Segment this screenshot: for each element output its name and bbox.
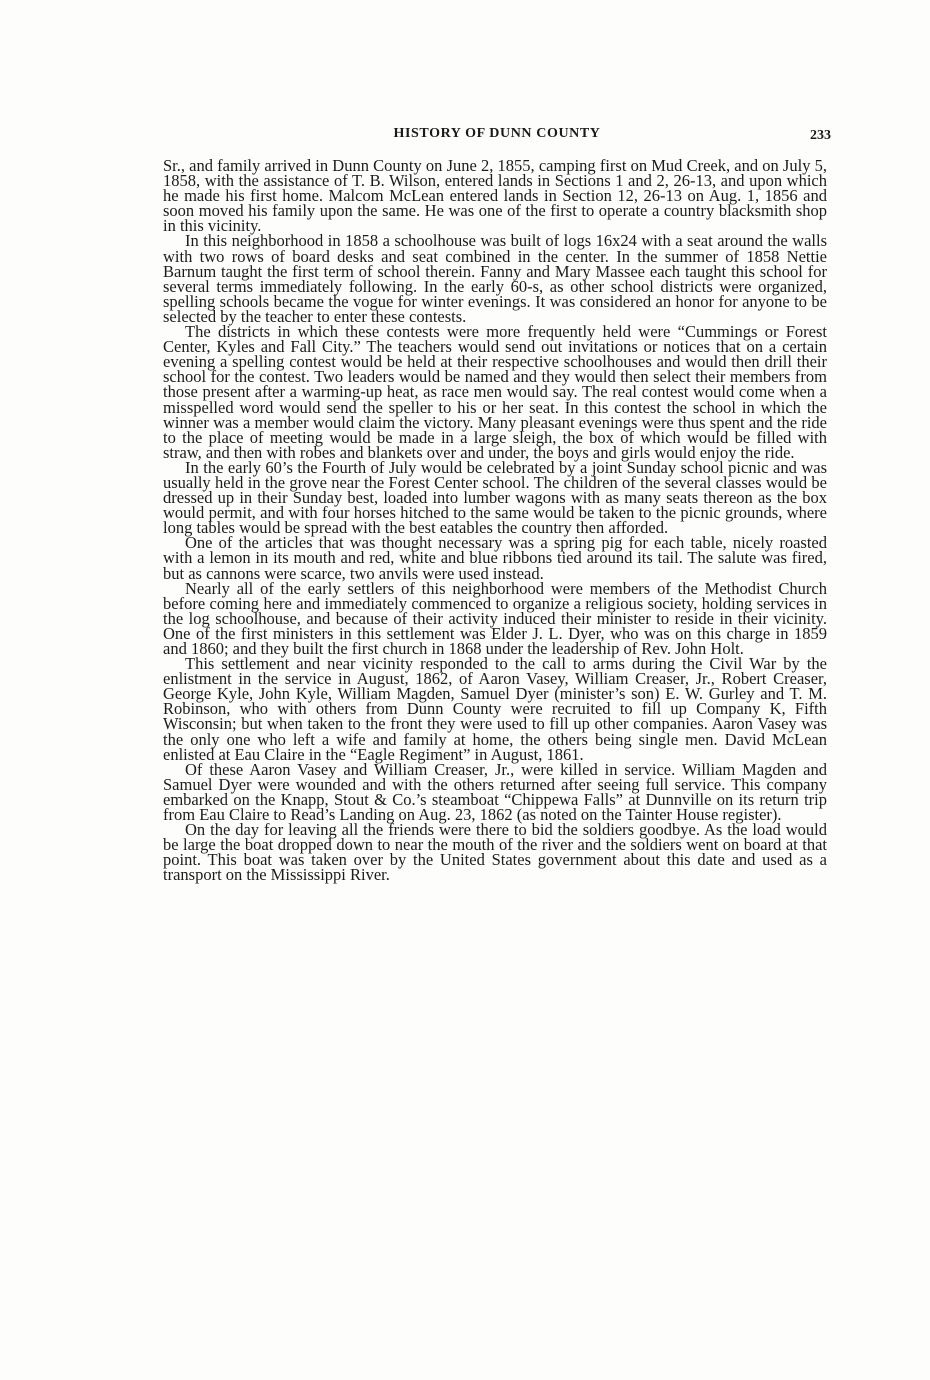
paragraph: Nearly all of the early settlers of this neighborhood were members of the Methodist Church before coming here and immediately commenced to organize a religious society, holding services in the log schoolhouse, and because of their activity induced their minister to reside in their vicinity. One of the first ministers in this settlement was Elder J. L. Dyer, who was on this charge in 1859 and 1860; and they built the first church in 1868 under the leadership of Rev. John Holt.: [163, 578, 827, 658]
running-title: HISTORY OF DUNN COUNTY: [393, 126, 601, 141]
paragraph: This settlement and near vicinity responded to the call to arms during the Civil War by the enlistment in the service in August, 1862, of Aaron Vasey, William Creaser, Jr., Robert Creaser, George Kyle, John Kyle, William Magden, Samuel Dyer (minister’s son) E. W. Gurley and T. M. Robinson, who with others from Dunn County were recruited to fill up Company K, Fifth Wisconsin; but when taken to the front they were used to fill up other companies. Aaron Vasey was the only one who left a wife and family at home, the others being single men. David McLean enlisted at Eau Claire in the “Eagle Regiment” in August, 1861.: [163, 654, 827, 764]
body-text: [163, 158, 827, 883]
paragraph: The districts in which these contests were more frequently held were “Cummings or Forest Center, Kyles and Fall City.” The teachers would send out invitations or notices that on a certain evening a spelling contest would be held at their respective schoolhouses and would then drill their school for the contest. Two leaders would be named and they would then select their members from those present after a warming-up heat, as race men would say. The real contest would come when a misspelled word would send the speller to his or her seat. In this contest the school in which the winner was a member would claim the victory. Many pleasant evenings were thus spent and the ride to the place of meeting would be made in a large sleigh, the box of which would be filled with straw, and then with robes and blankets over and under, the boys and girls would enjoy the ride.: [163, 322, 827, 462]
page-number: 233: [810, 128, 831, 143]
paragraph: In this neighborhood in 1858 a schoolhouse was built of logs 16x24 with a seat around the walls with two rows of board desks and seat combined in the center. In the summer of 1858 Nettie Barnum taught the first term of school therein. Fanny and Mary Massee each taught this school for several terms immediately following. In the early 60-s, as other school districts were organized, spelling schools became the vogue for winter evenings. It was considered an honor for anyone to be selected by the teacher to enter these contests.: [163, 231, 827, 326]
running-head: [163, 126, 831, 146]
paragraph: Sr., and family arrived in Dunn County on June 2, 1855, camping first on Mud Creek, and on July 5, 1858, with the assistance of T. B. Wilson, entered lands in Sections 1 and 2, 26-13, and upon which he made his first home. Malcom McLean entered lands in Section 12, 26-13 on Aug. 1, 1856 and soon moved his family upon the same. He was one of the first to operate a country blacksmith shop in this vicinity.: [163, 156, 827, 236]
paragraph: On the day for leaving all the friends were there to bid the soldiers goodbye. As the load would be large the boat dropped down to near the mouth of the river and the soldiers went on board at that point. This boat was taken over by the United States government about this date and used as a transport on the Mississippi River.: [163, 820, 827, 885]
paragraph: Of these Aaron Vasey and William Creaser, Jr., were killed in service. William Magden and Samuel Dyer were wounded and with the others returned after seeing full service. This company embarked on the Knapp, Stout & Co.’s steamboat “Chippewa Falls” at Dunnville on its return trip from Eau Claire to Read’s Landing on Aug. 23, 1862 (as noted on the Tainter House register).: [163, 759, 827, 825]
paragraph: In the early 60’s the Fourth of July would be celebrated by a joint Sunday school picnic and was usually held in the grove near the Forest Center school. The children of the several classes would be dressed up in their Sunday best, loaded into lumber wagons with as many seats thereon as the box would permit, and with four horses hitched to the same would be taken to the picnic grounds, where long tables would be spread with the best eatables the country then afforded.: [163, 457, 827, 538]
paragraph: One of the articles that was thought necessary was a spring pig for each table, nicely roasted with a lemon in its mouth and red, white and blue ribbons tied around its tail. The salute was fired, but as cannons were scarce, two anvils were used instead.: [163, 533, 827, 583]
